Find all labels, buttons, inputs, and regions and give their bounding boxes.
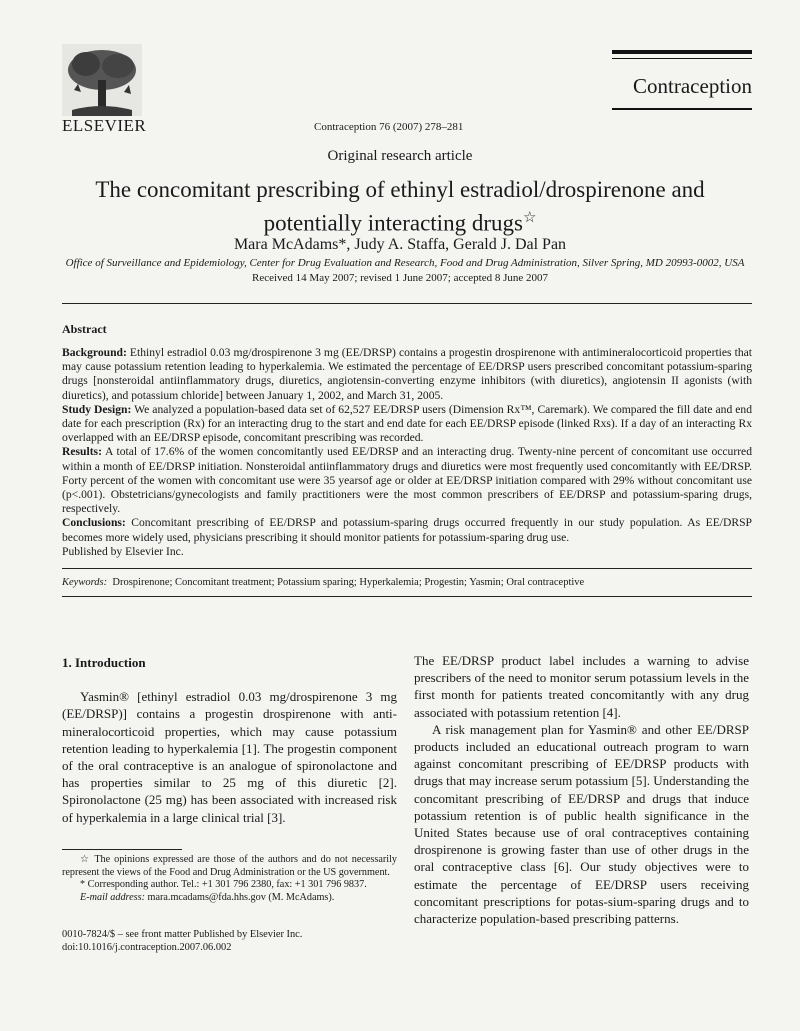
abstract-text: We analyzed a population-based data set of 62,527 EE/DRSP users (Dimension Rx™, Caremark). We compared the fill date and end date for each prescription (Rx) for an interacting drug to the start and end date for each EE/DRSP episode (linked Rxs). If a day of an interacting Rx overlapped with an EE/DRSP episode, concomitant prescribing was recorded. xyxy=(62,402,752,445)
elsevier-tree-logo xyxy=(62,44,142,116)
abstract-publisher-note: Published by Elsevier Inc. xyxy=(62,544,184,558)
body-paragraph: The EE/DRSP product label includes a warning to advise prescribers of the need to monitor serum potassium levels in the first month for patients treated concomitantly with any drug associated with potassium retention [4]. xyxy=(414,653,749,720)
email-label: E-mail address: xyxy=(80,891,145,903)
author-list: Mara McAdams*, Judy A. Staffa, Gerald J. Dal Pan xyxy=(233,236,567,253)
article-title xyxy=(60,176,740,238)
section-divider xyxy=(62,303,752,304)
section-divider xyxy=(62,596,752,597)
citation: Contraception 76 (2007) 278–281 xyxy=(314,121,464,133)
right-column xyxy=(414,652,749,927)
affiliation: Office of Surveillance and Epidemiology, Center for Drug Evaluation and Research, Food and Drug Administration, Silver Spring, MD 20993-0002, USA xyxy=(65,257,745,269)
abstract-label: Conclusions: xyxy=(62,516,126,530)
keywords-label: Keywords: xyxy=(62,577,108,588)
abstract-text: A total of 17.6% of the women concomitantly used EE/DRSP and an interacting drug. Twenty-nine percent of concomitant use occurred within a month of EE/DRSP initiation. Nonsteroidal antiinflammatory drugs and diuretics were most frequently used concomitantly with EE/DRSP. Forty percent of the women with concomitant use were 35 yearsof age or older at EE/DRSP initiation compared with 29% without concomitant use (p<.001). Obstetricians/gynecologists and family practitioners were the most common prescribers of EE/DRSP and potassium-sparing drugs, respectively. xyxy=(62,445,752,516)
publisher-name: ELSEVIER xyxy=(62,116,147,135)
header-rule xyxy=(612,58,752,59)
footnote-email xyxy=(62,892,397,905)
left-column xyxy=(62,654,397,826)
keywords xyxy=(62,577,752,588)
journal-name: Contraception xyxy=(633,74,752,98)
keywords-list: Drospirenone; Concomitant treatment; Potassium sparing; Hyperkalemia; Progestin; Yasmin; Oral contraceptive xyxy=(112,577,585,588)
abstract-background xyxy=(62,346,752,403)
abstract-results xyxy=(62,445,752,516)
body-paragraph: Yasmin® [ethinyl estradiol 0.03 mg/drospirenone 3 mg (EE/DRSP)] contains a progestin drospirenone with anti-mineralocorticoid properties, which may cause potassium retention leading to hyperkalemia [1]. The progestin component of the oral contraceptive is an analogue of spironolactone and has properties similar to 25 mg of this diuretic [2]. Spironolactone (25 mg) has been associated with increased risk of hyperkalemia in a large clinical trial [3]. xyxy=(62,689,397,825)
email-link[interactable]: mara.mcadams@fda.hhs.gov (M. McAdams). xyxy=(147,891,335,903)
abstract-text: Ethinyl estradiol 0.03 mg/drospirenone 3 mg (EE/DRSP) contains a progestin drospirenone with antimineralocorticoid properties that may cause potassium retention leading to hyperkalemia. We estimated the percentage of EE/DRSP users prescribed concomitant potassium-sparing drugs [nonsteroidal antiinflammatory drugs, diuretics, angiotensin-converting enzyme inhibitors (with diuretics), angiotensin II agonists (with diuretics), and potassium chloride] between January 1, 2002, and March 31, 2005. xyxy=(62,346,752,402)
abstract-body xyxy=(62,346,752,559)
footnote-disclaimer: ☆ The opinions expressed are those of the authors and do not necessarily represent the views of the Food and Drug Administration or the US government. xyxy=(62,854,397,878)
abstract-label: Results: xyxy=(62,445,102,459)
section-heading: 1. Introduction xyxy=(62,655,146,670)
title-text: The concomitant prescribing of ethinyl estradiol/drospirenone and potentially interacting drugs xyxy=(95,177,705,236)
body-paragraph: A risk management plan for Yasmin® and other EE/DRSP products included an educational outreach program to warn against concomitant prescribing of EE/DRSP products with drugs that may increase serum potassium [5]. Understanding the concomitant prescribing of EE/DRSP and drugs that induce potassium retention is of public health significance in the United States because use of oral contraceptives containing drospirenone is growing faster than use of other drugs in the oral contraceptive class [6]. Our study objectives were to estimate the percentage of EE/DRSP users receiving concomitant prescriptions for potas-sium-sparing drugs and to characterize population-based prescribing patterns. xyxy=(414,721,749,927)
article-type: Original research article xyxy=(327,148,473,164)
section-divider xyxy=(62,568,752,569)
abstract-text: Concomitant prescribing of EE/DRSP and potassium-sparing drugs occurred frequently in our study population. As EE/DRSP becomes more widely used, physicians prescribing it should monitor patients for potassium-sparing drug use. xyxy=(62,516,752,544)
abstract-heading: Abstract xyxy=(62,322,107,336)
issn-block xyxy=(62,928,302,954)
abstract-label: Study Design: xyxy=(62,402,132,416)
doi-link[interactable]: doi:10.1016/j.contraception.2007.06.002 xyxy=(62,942,232,953)
header-rule xyxy=(612,50,752,54)
abstract-label: Background: xyxy=(62,346,127,359)
issn-line: 0010-7824/$ – see front matter Published by Elsevier Inc. xyxy=(62,929,303,940)
footnote-corresponding: * Corresponding author. Tel.: +1 301 796 2380, fax: +1 301 796 9837. xyxy=(80,879,367,891)
footnotes xyxy=(62,854,397,904)
header-rule xyxy=(612,108,752,110)
footnote-rule xyxy=(62,849,182,850)
title-footnote-mark[interactable]: ☆ xyxy=(522,210,537,226)
abstract-design xyxy=(62,403,752,446)
abstract-conclusions xyxy=(62,516,752,544)
article-dates: Received 14 May 2007; revised 1 June 2007; accepted 8 June 2007 xyxy=(251,272,548,284)
